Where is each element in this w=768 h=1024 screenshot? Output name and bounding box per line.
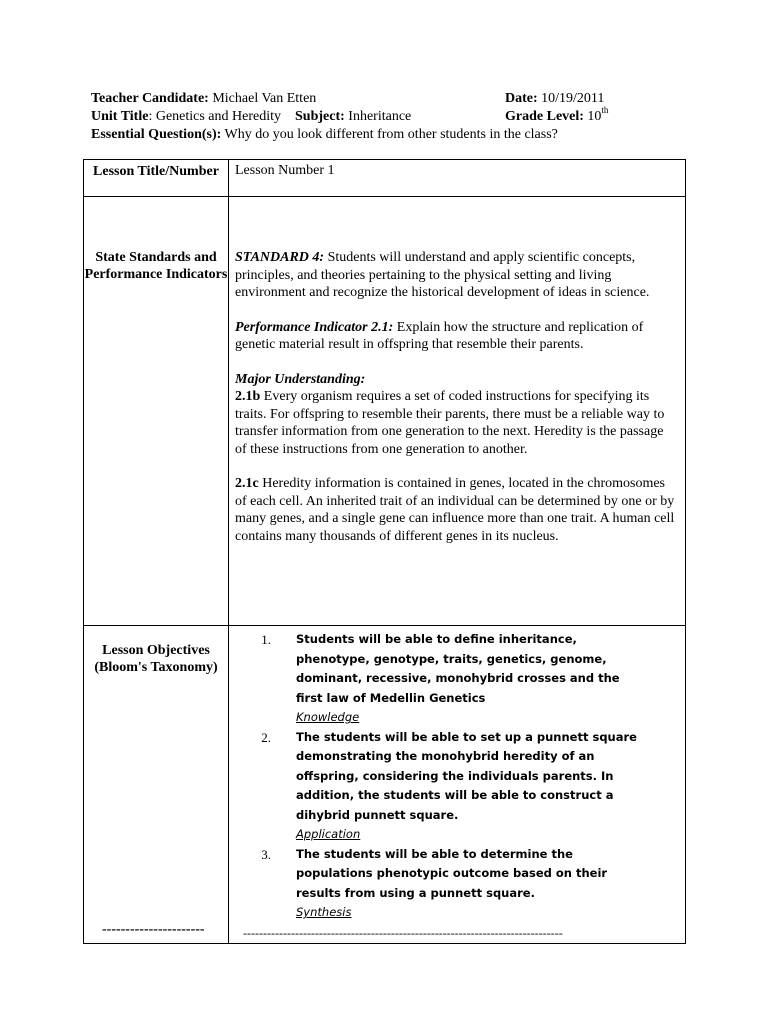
mu2-paragraph bbox=[235, 475, 677, 545]
grade-label: Grade Level: bbox=[505, 109, 584, 124]
objectives-row bbox=[84, 626, 686, 944]
header-grade bbox=[505, 105, 609, 126]
objectives-content bbox=[229, 626, 686, 944]
lesson-title-label: Lesson Title/Number bbox=[84, 160, 229, 197]
mu2-code: 2.1c bbox=[235, 476, 259, 491]
objective-category: Application bbox=[296, 827, 361, 841]
dash-line-right: -------------------------------------------------------------------------------- bbox=[243, 926, 563, 940]
lesson-row bbox=[84, 160, 686, 197]
mu1-paragraph bbox=[235, 388, 677, 458]
standards-content bbox=[229, 197, 686, 626]
mu2-text: Heredity information is contained in genes, located in the chromosomes of each cell. An inherited trait of an individual can be determined by one or by many genes, and a single gene can influence more than one trait. A human cell contains many thousands of different genes in its nucleus. bbox=[235, 476, 675, 544]
objective-number: 2. bbox=[261, 729, 271, 745]
standards-row bbox=[84, 197, 686, 626]
objectives-list bbox=[251, 630, 641, 923]
subject-value: Inheritance bbox=[348, 109, 412, 124]
standards-label: State Standards and Performance Indicators bbox=[84, 197, 229, 626]
standard-title: STANDARD 4: bbox=[235, 250, 325, 265]
date-label: Date: bbox=[505, 91, 538, 106]
lesson-plan-table bbox=[83, 159, 686, 944]
mu-title: Major Understanding: bbox=[235, 371, 366, 387]
header-unit-row bbox=[91, 108, 411, 126]
header-teacher-row bbox=[91, 90, 316, 108]
objective-item bbox=[251, 728, 641, 845]
unit-value: : Genetics and Heredity bbox=[148, 109, 281, 124]
objective-number: 3. bbox=[261, 846, 271, 862]
objectives-label-cell bbox=[84, 626, 229, 944]
teacher-label: Teacher Candidate: bbox=[91, 91, 209, 106]
grade-value: 10 bbox=[587, 109, 602, 124]
objective-item bbox=[251, 845, 641, 923]
pi-title: Performance Indicator 2.1: bbox=[235, 319, 394, 335]
standard-paragraph bbox=[235, 249, 677, 302]
unit-label: Unit Title bbox=[91, 109, 149, 124]
date-value: 10/19/2011 bbox=[541, 91, 605, 106]
objectives-label: Lesson Objectives (Bloom's Taxonomy) bbox=[94, 643, 218, 675]
pi-paragraph bbox=[235, 319, 677, 354]
pi-text: Explain how the structure and replication of genetic material result in offspring that resemble their parents. bbox=[235, 319, 644, 352]
objective-item bbox=[251, 630, 641, 728]
header-date bbox=[505, 90, 604, 108]
objective-text: The students will be able to set up a punnett square demonstrating the monohybrid heredity of an offspring, considering the individuals parents. In addition, the students will be able to construct a dihybrid punnett square. bbox=[296, 729, 637, 822]
eq-label: Essential Question(s): bbox=[91, 127, 222, 142]
header-essential-question bbox=[91, 126, 558, 144]
objective-category: Knowledge bbox=[296, 710, 360, 724]
mu1-text: Every organism requires a set of coded instructions for specifying its traits. For offspring to resemble their parents, there must be a reliable way to transfer information from one generation to the next. Heredity is the passage of these instructions from one generation to another. bbox=[235, 389, 665, 457]
mu1-code: 2.1b bbox=[235, 389, 261, 404]
dash-line-left: ---------------------- bbox=[102, 922, 205, 937]
standard-text: Students will understand and apply scientific concepts, principles, and theories pertaining to the physical setting and living environment and recognize the historical development of ideas in science. bbox=[235, 250, 650, 300]
lesson-title-value: Lesson Number 1 bbox=[229, 160, 686, 197]
objective-category: Synthesis bbox=[296, 905, 352, 919]
teacher-value: Michael Van Etten bbox=[212, 91, 317, 106]
subject-label: Subject: bbox=[295, 109, 345, 124]
eq-value: Why do you look different from other students in the class? bbox=[224, 127, 558, 142]
objective-text: The students will be able to determine the populations phenotypic outcome based on their results from using a punnett square. bbox=[296, 846, 608, 900]
objective-text: Students will be able to define inheritance, phenotype, genotype, traits, genetics, genome, dominant, recessive, monohybrid crosses and the first law of Medellin Genetics bbox=[296, 632, 620, 705]
grade-suffix: th bbox=[601, 105, 609, 116]
objective-number: 1. bbox=[261, 632, 271, 647]
